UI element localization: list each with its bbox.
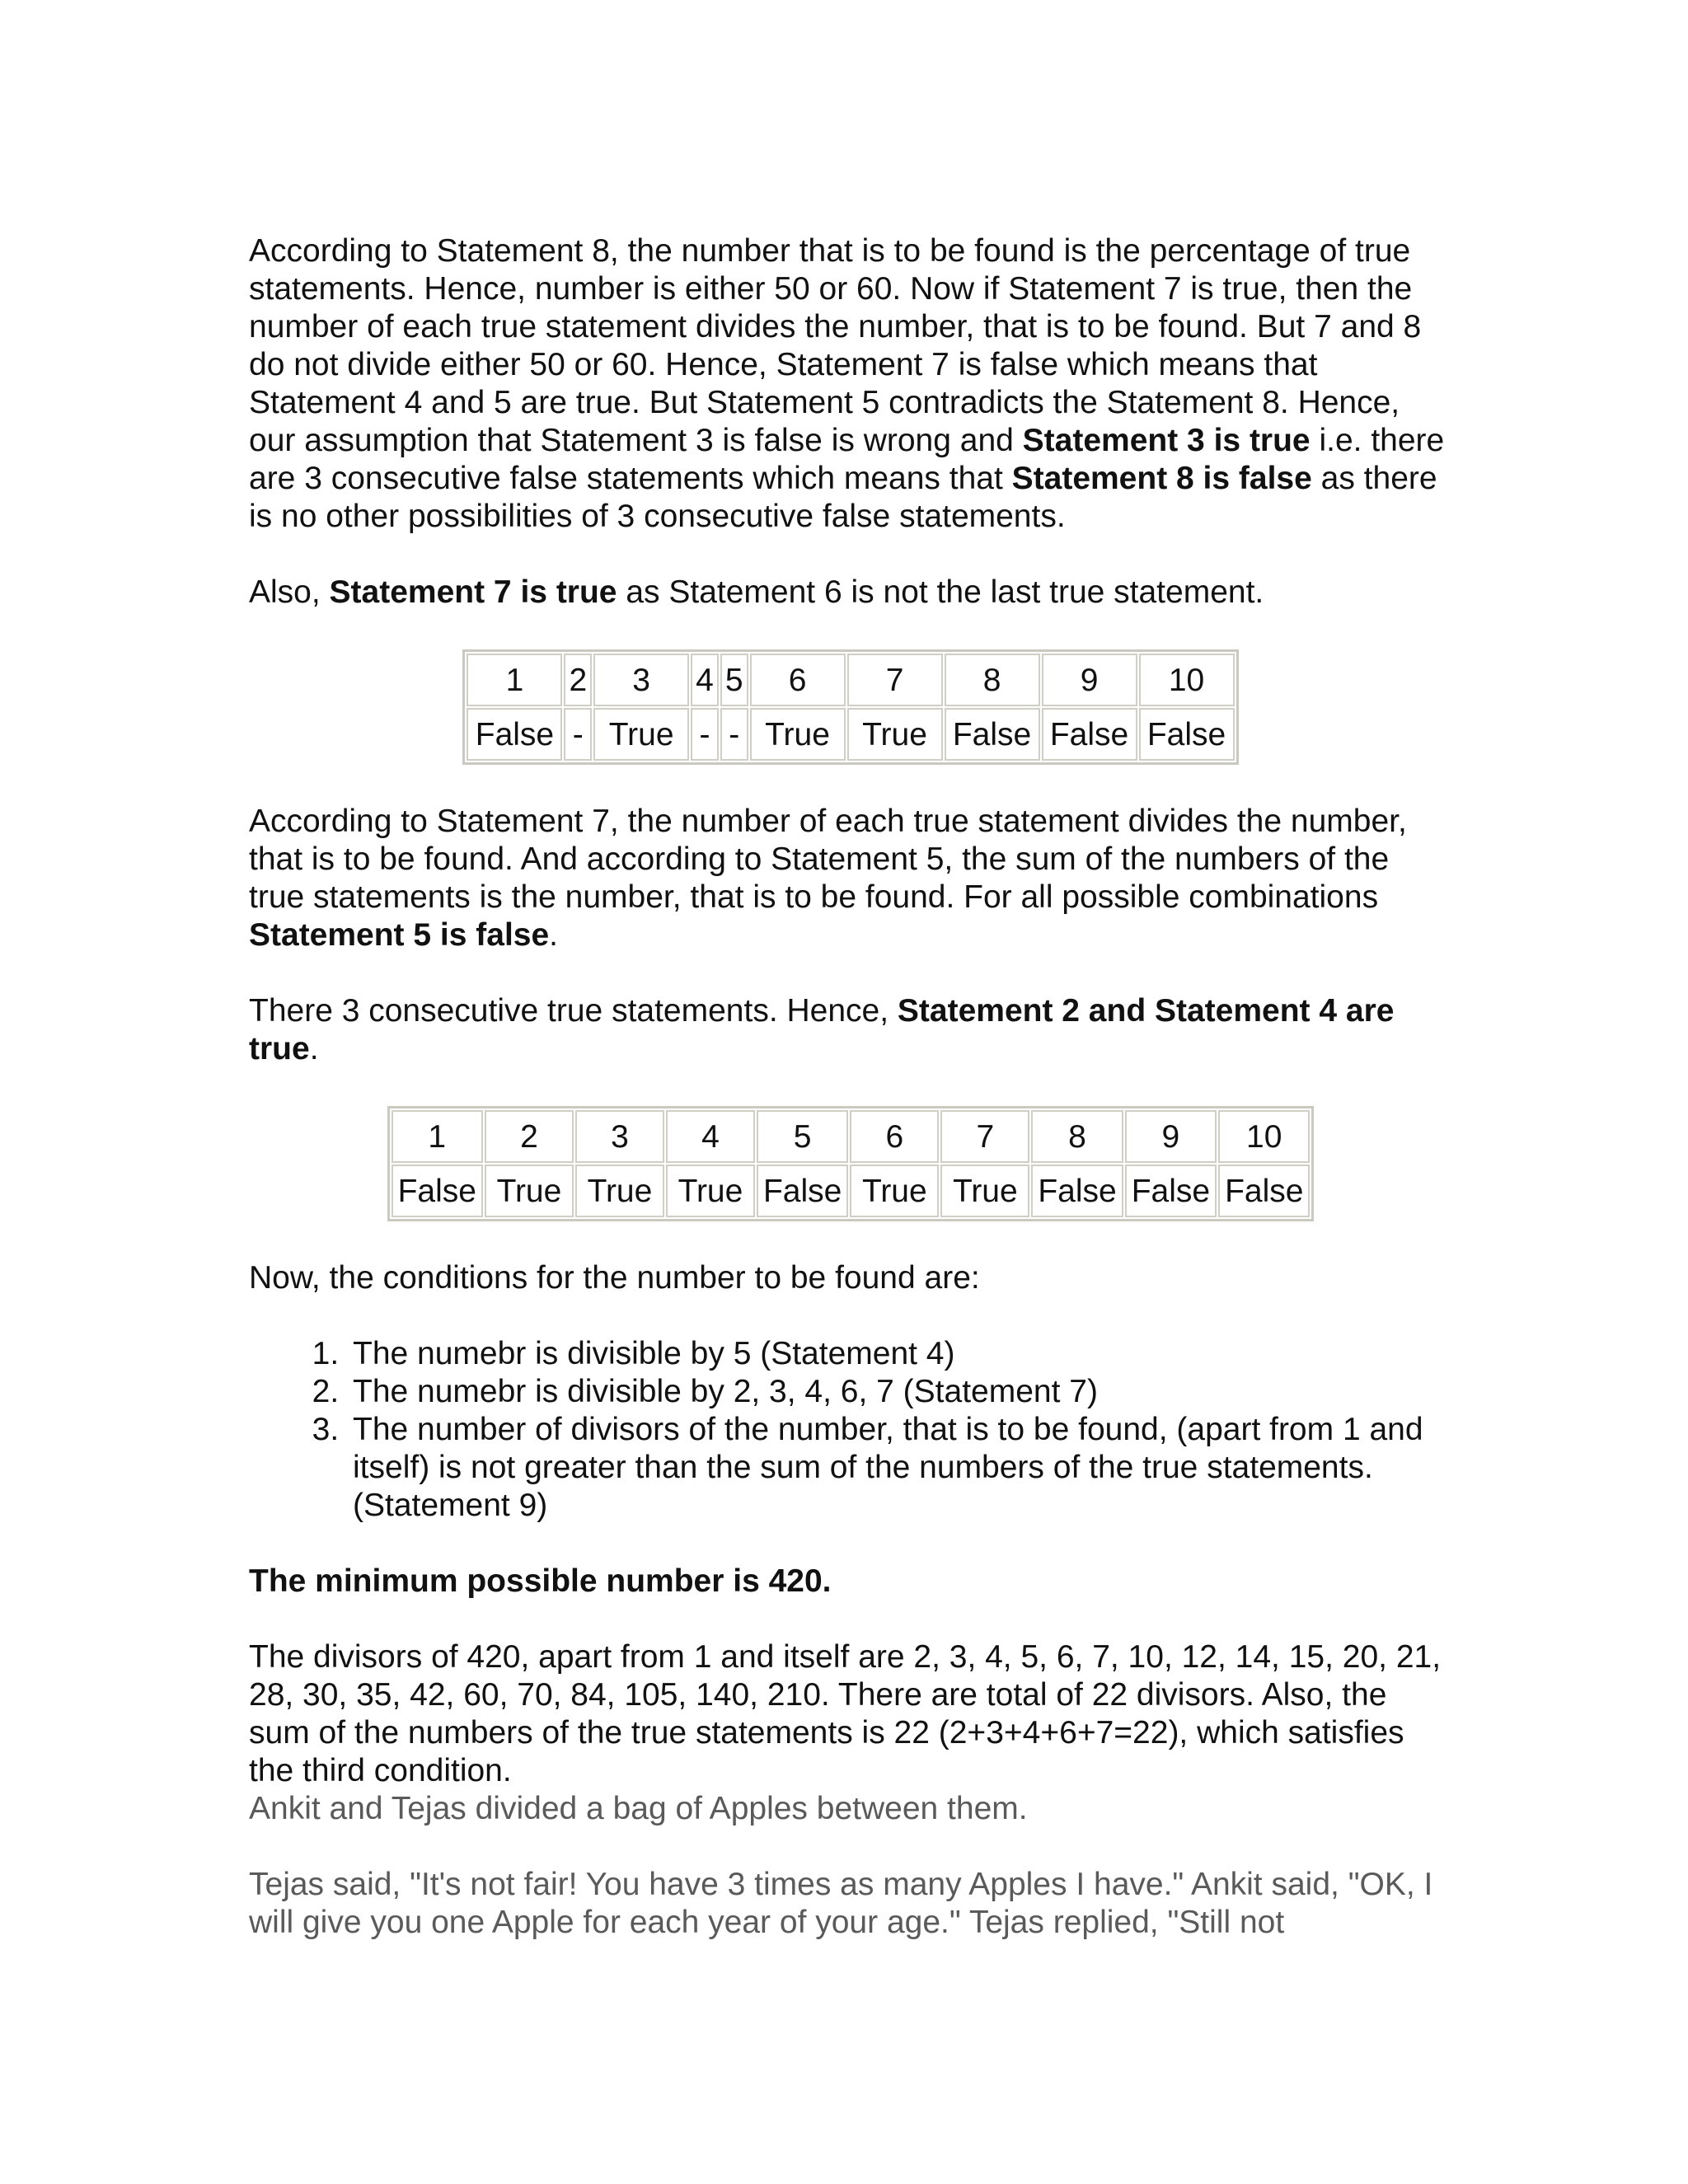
table-cell: False xyxy=(1042,708,1137,761)
table-cell: - xyxy=(564,708,592,761)
table-cell: 7 xyxy=(940,1110,1029,1163)
table-cell: 7 xyxy=(847,654,943,706)
truth-table-1-wrapper xyxy=(249,649,1452,765)
paragraph-statement-5-false: According to Statement 7, the number of each true statement divides the number, that is to be found. And according to Statement 5, the sum of the numbers of the true statements is the number, that is to be found. For all possible combinations Statement 5 is false. xyxy=(249,804,1407,953)
table-cell: 10 xyxy=(1218,1110,1310,1163)
paragraph-minimum-number xyxy=(249,1563,1452,1601)
paragraph-apples-dialogue: Tejas said, "It's not fair! You have 3 times as many Apples I have." Ankit said, "OK, I will give you one Apple for each year of your age." Tejas replied, "Still not xyxy=(249,1867,1433,1940)
paragraph-statement-3-analysis: According to Statement 8, the number that is to be found is the percentage of true statements. Hence, number is either 50 or 60. Now if Statement 7 is true, then the number of each true statement divides the number, that is to be found. But 7 and 8 do not divide either 50 or 60. Hence, Statement 7 is false which means that Statement 4 and 5 are true. But Statement 5 contradicts the Statement 8. Hence, our assumption that Statement 3 is false is wrong and Statement 3 is true i.e. there are 3 consecutive false statements which means that Statement 8 is false as there is no other possibilities of 3 consecutive false statements. xyxy=(249,233,1445,534)
table-cell: False xyxy=(1218,1165,1310,1217)
table-cell: 5 xyxy=(720,654,748,706)
table-cell: 3 xyxy=(575,1110,664,1163)
table-cell: 8 xyxy=(945,654,1040,706)
truth-table-2-wrapper xyxy=(249,1106,1452,1221)
table-cell: 3 xyxy=(593,654,689,706)
table-row-values xyxy=(392,1165,1311,1217)
table-cell: False xyxy=(392,1165,483,1217)
table-cell: 1 xyxy=(467,654,562,706)
table-cell: 6 xyxy=(850,1110,939,1163)
table-cell: True xyxy=(847,708,943,761)
bold-statement-5-false: Statement 5 is false xyxy=(249,917,550,953)
table-cell: 1 xyxy=(392,1110,483,1163)
list-item: 1. The numebr is divisible by 5 (Statement 4) xyxy=(348,1335,1452,1373)
table-row-header xyxy=(467,654,1234,706)
table-cell: True xyxy=(593,708,689,761)
table-cell: 6 xyxy=(750,654,846,706)
paragraph-divisors: The divisors of 420, apart from 1 and itself are 2, 3, 4, 5, 6, 7, 10, 12, 14, 15, 20, 21, 28, 30, 35, 42, 60, 70, 84, 105, 140, 210. There are total of 22 divisors. Also, the sum of the numbers of the true statements is 22 (2+3+4+6+7=22), which satisfies the third condition. xyxy=(249,1639,1442,1788)
bold-statement-7-true: Statement 7 is true xyxy=(329,574,617,610)
table-cell: False xyxy=(1139,708,1235,761)
bold-statement-8-false: Statement 8 is false xyxy=(1011,461,1312,496)
table-cell: True xyxy=(575,1165,664,1217)
table-cell: True xyxy=(750,708,846,761)
table-row-values xyxy=(467,708,1234,761)
table-cell: 4 xyxy=(691,654,719,706)
table-cell: False xyxy=(945,708,1040,761)
table-cell: True xyxy=(485,1165,574,1217)
paragraph-statement-7-true: Also, Statement 7 is true as Statement 6 is not the last true statement. xyxy=(249,574,1264,610)
table-cell: True xyxy=(940,1165,1029,1217)
bold-minimum-number: The minimum possible number is 420. xyxy=(249,1563,832,1599)
conditions-list xyxy=(249,1335,1452,1525)
table-cell: False xyxy=(467,708,562,761)
truth-table-1 xyxy=(462,649,1238,765)
table-cell: - xyxy=(720,708,748,761)
table-cell: False xyxy=(1125,1165,1217,1217)
table-cell: True xyxy=(850,1165,939,1217)
table-cell: 2 xyxy=(564,654,592,706)
table-cell: 8 xyxy=(1031,1110,1123,1163)
table-cell: 5 xyxy=(757,1110,848,1163)
table-cell: False xyxy=(1031,1165,1123,1217)
paragraph-conditions-intro: Now, the conditions for the number to be found are: xyxy=(249,1260,980,1296)
paragraph-statement-2-4-true: There 3 consecutive true statements. Hence, Statement 2 and Statement 4 are true. xyxy=(249,993,1395,1066)
table-cell: False xyxy=(757,1165,848,1217)
table-cell: 2 xyxy=(485,1110,574,1163)
table-cell: True xyxy=(666,1165,755,1217)
table-cell: 4 xyxy=(666,1110,755,1163)
table-cell: 10 xyxy=(1139,654,1235,706)
table-cell: - xyxy=(691,708,719,761)
table-cell: 9 xyxy=(1125,1110,1217,1163)
truth-table-2 xyxy=(387,1106,1315,1221)
bold-statement-2-4-true: Statement 2 and Statement 4 are true xyxy=(249,993,1395,1066)
paragraph-apples-intro: Ankit and Tejas divided a bag of Apples between them. xyxy=(249,1791,1028,1826)
list-item: 2. The numebr is divisible by 2, 3, 4, 6, 7 (Statement 7) xyxy=(348,1373,1452,1411)
table-cell: 9 xyxy=(1042,654,1137,706)
bold-statement-3-true: Statement 3 is true xyxy=(1022,423,1311,458)
document-page xyxy=(249,232,1452,1942)
table-row-header xyxy=(392,1110,1311,1163)
list-item: 3. The number of divisors of the number, that is to be found, (apart from 1 and itself) is not greater than the sum of the numbers of the true statements. (Statement 9) xyxy=(348,1411,1452,1525)
